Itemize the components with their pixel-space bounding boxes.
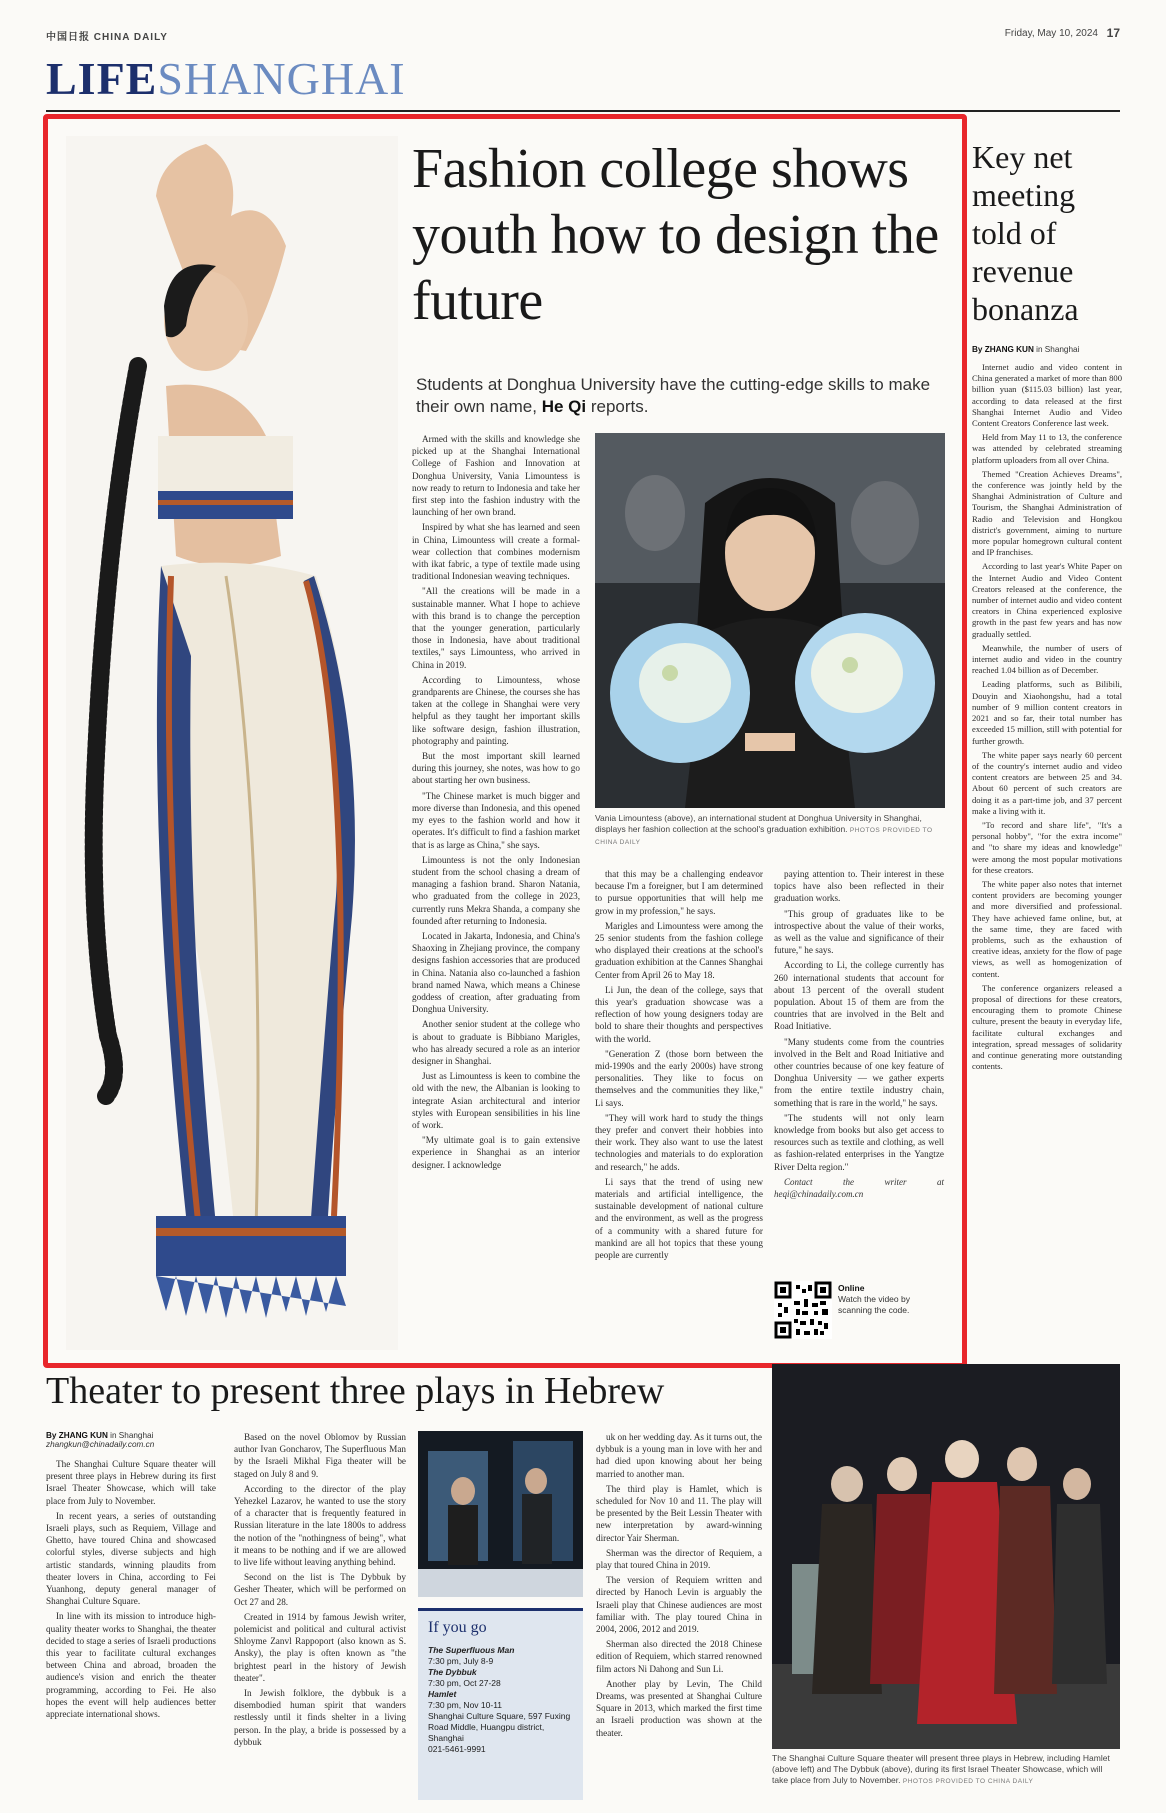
- side-paragraph: Internet audio and video content in China generated a market of more than 800 billion yuan ($115.03 billion) last year, according to data released at the first Shanghai Internet Audio and Video Content Creators Conference last week.: [972, 362, 1122, 429]
- lead-paragraph: Inspired by what she has learned and seen in China, Limountess will create a formal-wear collection that combines modernism with ikat fabric, a type of textile made using traditional Indonesian weaving techniques.: [412, 522, 580, 582]
- lead-paragraph: According to Li, the college currently has 260 international students that account for about 13 percent of the overall student population. About 15 of them are from the countries that are involved in the Belt and Road Initiative.: [774, 960, 944, 1032]
- play-details: 7:30 pm, Oct 27-28: [428, 1678, 501, 1688]
- if-you-go-entry: [428, 1667, 573, 1689]
- side-paragraph: According to last year's White Paper on the Internet Audio and Video Content Creators released at the conference, the number of internet audio and video content creators in China experienced explosive growth in the past few years and has now gradually settled.: [972, 561, 1122, 639]
- venue-address: Shanghai Culture Square, 597 Fuxing Road Middle, Huangpu district, Shanghai: [428, 1711, 571, 1743]
- deck-author: He Qi: [541, 397, 587, 416]
- theater-paragraph: In Jewish folklore, the dybbuk is a disembodied human spirit that wanders restlessly until it finds shelter in a living person. In the play, a bride is possessed by a dybbuk: [234, 1688, 406, 1747]
- writer-contact[interactable]: Contact the writer at heqi@chinadaily.com.cn: [774, 1176, 944, 1199]
- theater-paragraph: According to the director of the play Yehezkel Lazarov, he wanted to use the story of a character that is frequently featured in Russian literature in the late 1800s to address the notion of the "nothingness of being", what it means to be nothing and if we are allowed to live life without leaving anything behind.: [234, 1483, 406, 1568]
- side-paragraph: Themed "Creation Achieves Dreams", the conference was jointly held by the Shanghai Administration of Culture and Tourism, the Shanghai Administration of Radio and Television and Hongkou district's government, aiming to nurture more popular homegrown cultural content and IP franchises.: [972, 468, 1122, 558]
- side-paragraph: Leading platforms, such as Bilibili, Douyin and Xiaohongshu, had a total number of 9 million content creators in 2021 and so far, their total number has exceeded 15 million, still with potential for further growth.: [972, 679, 1122, 746]
- lead-paragraph: Limountess is not the only Indonesian student from the school chasing a dream of managing a fashion brand. Sharon Natania, who graduated from the college in 2023, currently runs Mekra Shanda, a company she founded after returning to Indonesia.: [412, 854, 580, 926]
- play-title: The Dybbuk: [428, 1667, 477, 1677]
- theater-paragraph: In recent years, a series of outstanding Israeli plays, such as Requiem, Village and Ghetto, have toured China and showcased colorful styles, diverse subjects and high artistic standards, winning plaudits from theater lovers in China, according to Fei Yuanhong, deputy general manager of Shanghai Culture Square.: [46, 1510, 216, 1607]
- deck-tail: reports.: [590, 397, 649, 416]
- online-title: Online: [838, 1283, 865, 1293]
- issue-date: Friday, May 10, 2024: [1004, 28, 1098, 39]
- theater-paragraph: In line with its mission to introduce high-quality theater works to Shanghai, the theater decided to stage a series of Israeli productions this year to facilitate cultural exchanges between China and abroad, broaden the audience's vision and enrich the theater programming, according to Fei. He also hopes the event will help audiences better appreciate international shows.: [46, 1611, 216, 1720]
- lead-paragraph: that this may be a challenging endeavor because I'm a foreigner, but I am determined to pursue opportunities that will help me grow in my profession," he says.: [595, 869, 763, 916]
- play-details: 7:30 pm, July 8-9: [428, 1656, 494, 1666]
- play-title: The Superfluous Man: [428, 1645, 515, 1655]
- lead-paragraph: But the most important skill learned during this journey, she notes, was how to go about starting her own business.: [412, 751, 580, 786]
- if-you-go-title: If you go: [428, 1619, 487, 1636]
- if-you-go-entry: [428, 1645, 573, 1667]
- theater-paragraph: Second on the list is The Dybbuk by Gesher Theater, which will be performed on Oct 27 and 28.: [234, 1572, 406, 1607]
- side-column: [972, 362, 1122, 1075]
- theater-byline: [46, 1431, 206, 1449]
- theater-paragraph: uk on her wedding day. As it turns out, the dybbuk is a young man in love with her and had died upon knowing about her being married to another man.: [596, 1432, 762, 1479]
- side-byline-place: in Shanghai: [1036, 345, 1080, 354]
- theater-column-2: [234, 1431, 406, 1751]
- side-paragraph: The white paper also notes that internet content providers are becoming younger and more diversified and professional. They have achieved fame online, but, at the same time, they are faced with problems, such as the exhaustion of creative ideas, anxiety for the flow of page views, as well as homogenization of content.: [972, 878, 1122, 979]
- side-paragraph: The conference organizers released a proposal of directions for these creators, encouraging them to promote Chinese culture, present the beauty in everyday life, facilitate cultural exchanges and integration, spread messages of solidarity and continue generating more outstanding contents.: [972, 982, 1122, 1072]
- side-byline: [972, 345, 1079, 354]
- side-paragraph: Meanwhile, the number of users of internet audio and video in the country reached 1.04 billion as of December.: [972, 642, 1122, 676]
- stage-photo-caption: [772, 1753, 1120, 1787]
- theater-paragraph: Based on the novel Oblomov by Russian author Ivan Goncharov, The Superfluous Man by the Israeli Mikhal Figa theater will be staged on July 8 and 9.: [234, 1432, 406, 1479]
- venue-phone: 021-5461-9991: [428, 1744, 486, 1754]
- lead-paragraph: "The students will not only learn knowledge from books but also get access to resources such as textile and clothing, as well as fashion-related enterprises in the Yangtze River Delta region.": [774, 1112, 944, 1172]
- theater-headline: Theater to present three plays in Hebrew: [46, 1370, 665, 1412]
- theater-paragraph: Sherman was the director of Requiem, a play that toured China in 2019.: [596, 1547, 762, 1571]
- theater-paragraph: The version of Requiem written and directed by Hanoch Levin is arguably the Israeli play that Chinese audiences are most familiar with. The play toured China in 2004, 2006, 2012 and 2019.: [596, 1575, 762, 1635]
- theater-byline-name: By ZHANG KUN: [46, 1431, 108, 1440]
- hamlet-stage-photo: [418, 1431, 583, 1597]
- stage-caption-text: The Shanghai Culture Square theater will present three plays in Hebrew, including Hamlet (above left) and The Dybbuk (above), during its first Israel Theater Showcase, which will take place from July to November.: [772, 1753, 1110, 1785]
- lead-paragraph: "Many students come from the countries involved in the Belt and Road Initiative and other countries because of one key feature of Donghua University — we gather experts from the entire textile industry chain, something that is rare in the world," he says.: [774, 1036, 944, 1108]
- lead-paragraph: Another senior student at the college who is about to graduate is Bibbiano Marigles, who has already secured a role as an interior designer in Shanghai.: [412, 1019, 580, 1066]
- side-headline: Key net meeting told of revenue bonanza: [972, 139, 1079, 327]
- play-title: Hamlet: [428, 1689, 457, 1699]
- lead-paragraph: According to Limountess, whose grandparents are Chinese, the courses she has taken at the college in Shanghai were very helpful as they taught her important skills like software design, fashion illustration, photography and painting.: [412, 674, 580, 746]
- lead-paragraph: "My ultimate goal is to gain extensive experience in Shanghai as an interior designer. I acknowledge: [412, 1135, 580, 1170]
- lead-paragraph: "All the creations will be made in a sustainable manner. What I hope to achieve with this brand is to change the perception that the younger generation, particularly those in Indonesia, have about traditional textiles," says Limountess, who arrived in China in 2019.: [412, 586, 580, 670]
- lead-paragraph: Armed with the skills and knowledge she picked up at the Shanghai International College of Fashion and Innovation at Donghua University, Vania Limountess is now ready to return to Indonesia and take her first step into the fashion industry with the launching of her own brand.: [412, 434, 580, 518]
- side-byline-name: By ZHANG KUN: [972, 345, 1034, 354]
- if-you-go-entry: [428, 1689, 573, 1711]
- lead-paragraph: Marigles and Limountess were among the 25 senior students from the fashion college who displayed their creations at the school's graduation exhibition at the Cannes Shanghai Center from April 26 to May 18.: [595, 920, 763, 980]
- theater-paragraph: Another play by Levin, The Child Dreams, was presented at Shanghai Culture Square in 2013, which marked the first time an Israeli production was shown at the theater.: [596, 1678, 762, 1738]
- lead-paragraph: "They will work hard to study the things they prefer and convert their hobbies into their work. They also want to use the latest technologies and materials to do exploration and research," he adds.: [595, 1112, 763, 1172]
- theater-column-1: [46, 1458, 216, 1723]
- stage-photo-credit: PHOTOS PROVIDED TO CHINA DAILY: [902, 1778, 1034, 1785]
- page-number: 17: [1106, 26, 1120, 40]
- theater-byline-place: in Shanghai: [110, 1431, 154, 1440]
- lead-paragraph: "Generation Z (those born between the mid-1990s and the early 2000s) have strong personalities. They like to focus on themselves and the communities they like," Li says.: [595, 1048, 763, 1108]
- photo-credit: PHOTOS PROVIDED TO CHINA DAILY: [595, 827, 933, 846]
- lead-paragraph: "The Chinese market is much bigger and more diverse than Indonesia, and this opened my eyes to the fashion world and how it operates. It's difficult to find a fashion market that is as large as China," she says.: [412, 790, 580, 850]
- section-title: [46, 52, 406, 105]
- play-details: 7:30 pm, Nov 10-11: [428, 1700, 503, 1710]
- dybbuk-stage-photo: [772, 1364, 1120, 1749]
- section-title-bold: LIFE: [46, 53, 158, 104]
- lead-paragraph: "This group of graduates like to be introspective about the value of their works, as well as the value and significance of their future," he says.: [774, 908, 944, 956]
- if-you-go-box: [418, 1608, 583, 1800]
- section-title-light: SHANGHAI: [157, 53, 406, 104]
- lead-paragraph: Li Jun, the dean of the college, says that this year's graduation showcase was a reflection of how young designers today are bold to share their thoughts and perspectives with the world.: [595, 984, 763, 1044]
- side-paragraph: "To record and share life", "It's a personal hobby", "for the extra income" and "to share my ideas and knowledge" were among the most popular motivations for these creators.: [972, 819, 1122, 875]
- photo-caption-text: Vania Limountess (above), an international student at Donghua University in Shanghai, displays her fashion collection at the school's graduation exhibition.: [595, 813, 922, 834]
- lead-paragraph: Just as Limountess is keen to combine the old with the new, the Albanian is looking to integrate Asian architectural and interior styles with European sensibilities in his line of work.: [412, 1071, 580, 1130]
- theater-column-3: [596, 1431, 762, 1742]
- top-line: [46, 26, 1120, 44]
- highlight-frame: [43, 114, 967, 1368]
- theater-paragraph: The Shanghai Culture Square theater will present three plays in Hebrew during its first Israel Theater Showcase, which will take place from July to November.: [46, 1459, 216, 1506]
- section-rule: [46, 110, 1120, 112]
- publication-name: 中国日报 CHINA DAILY: [46, 32, 168, 43]
- lead-headline: Fashion college shows youth how to design the future: [412, 138, 939, 332]
- side-paragraph: The white paper says nearly 60 percent of the country's internet audio and video content creators are between 25 and 34. About 60 percent of such creators are doing it as a part-time job, and 37 percent make a living with it.: [972, 749, 1122, 816]
- theater-paragraph: The third play is Hamlet, which is scheduled for Nov 10 and 11. The play will be presented by the Beit Lessin Theater with new interpretation by award-winning director Yair Sherman.: [596, 1483, 762, 1543]
- lead-paragraph: paying attention to. Their interest in these topics have also been reflected in their graduation works.: [774, 869, 944, 904]
- lead-paragraph: Located in Jakarta, Indonesia, and China's Shaoxing in Zhejiang province, the company designs fashion accessories that are produced in China. Natania also co-launched a fashion brand named Nawa, which means a Chinese goddess of creation, after graduating from Donghua University.: [412, 930, 580, 1015]
- theater-paragraph: Sherman also directed the 2018 Chinese edition of Requiem, which starred renowned film actors Ni Dahong and Sun Li.: [596, 1639, 762, 1674]
- theater-paragraph: Created in 1914 by famous Jewish writer, polemicist and political and cultural activist Shloyme Zanvl Rappoport (also known as S. Ansky), the play is often known as "the brightest pearl in the history of Jewish theater".: [234, 1611, 406, 1683]
- side-paragraph: Held from May 11 to 13, the conference was attended by celebrated streaming platform uploaders from all over China.: [972, 432, 1122, 465]
- theater-byline-email[interactable]: zhangkun@chinadaily.com.cn: [46, 1440, 155, 1449]
- online-text: Watch the video by scanning the code.: [838, 1294, 910, 1315]
- deck-text: Students at Donghua University have the cutting-edge skills to make their own name,: [416, 375, 931, 416]
- lead-paragraph: Li says that the trend of using new materials and artificial intelligence, the sustainable development of national culture and the environment, as well as the progress of a community with a shared future for mankind are all hot topics that these young people are currently: [595, 1176, 763, 1261]
